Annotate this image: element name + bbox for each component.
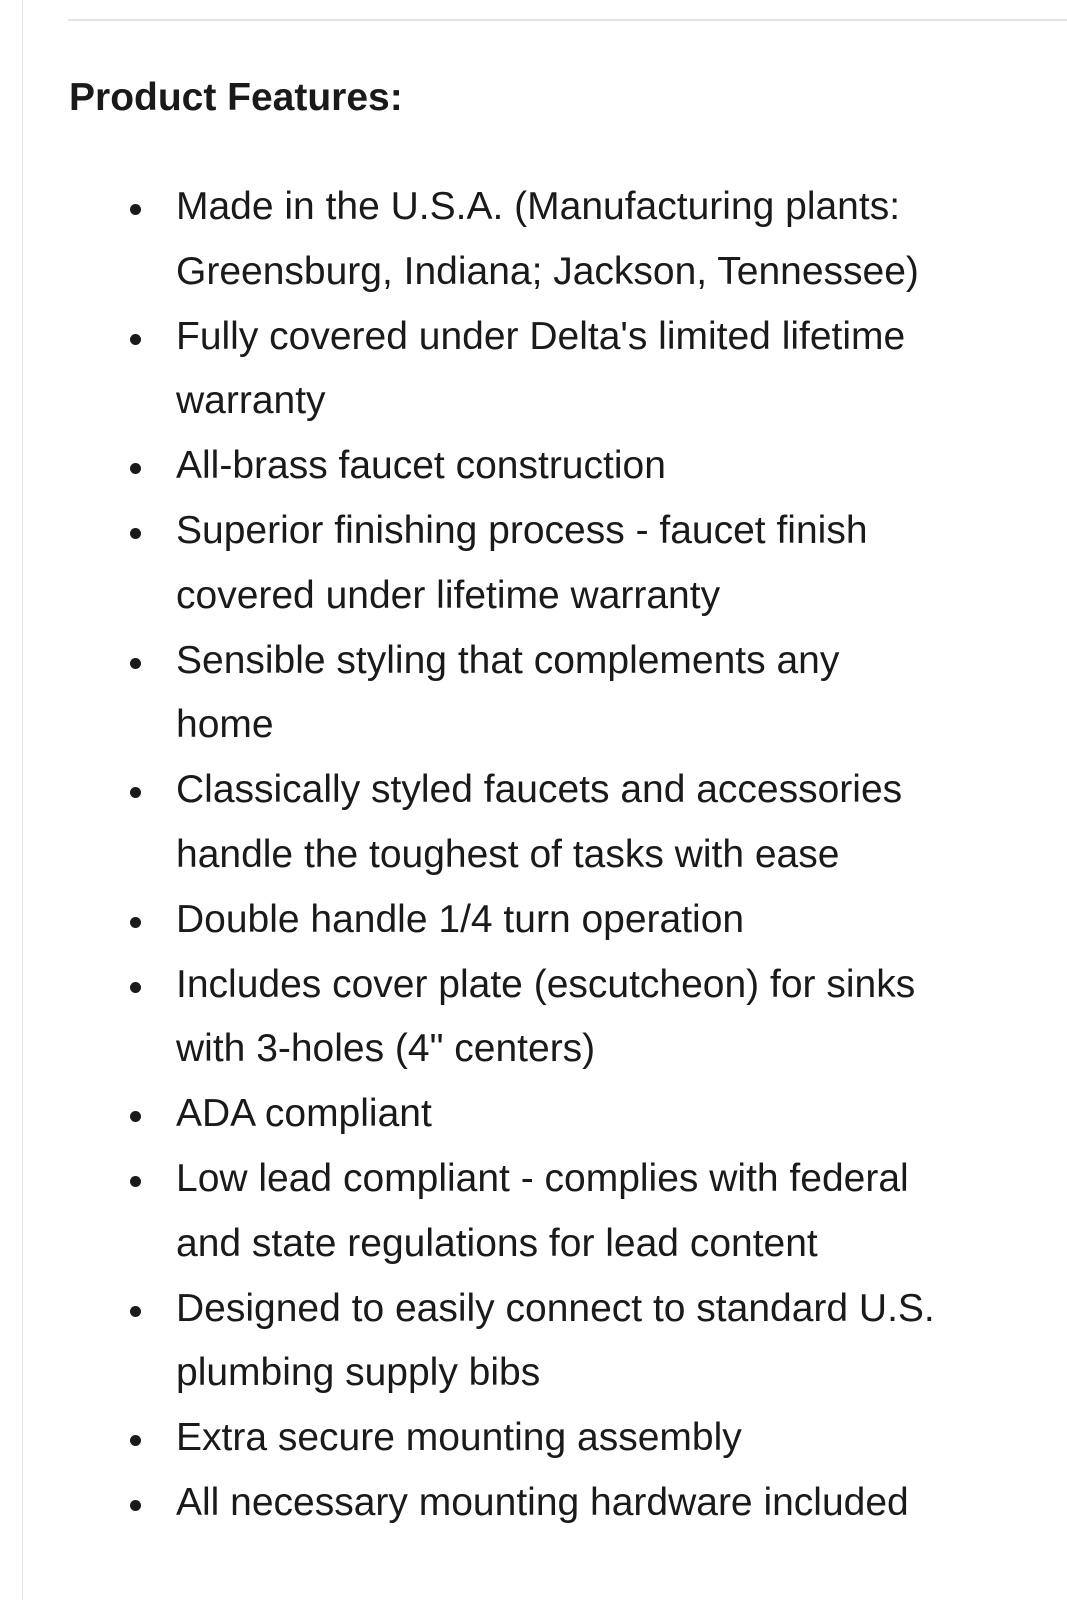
feature-text: covered under lifetime warranty: [176, 573, 721, 617]
feature-text: Double handle 1/4 turn operation: [176, 897, 745, 941]
feature-item: [176, 629, 1056, 759]
feature-text: Superior finishing process - faucet finish: [176, 508, 868, 552]
feature-text: Sensible styling that complements any: [176, 638, 840, 682]
bullet-icon: [130, 463, 141, 474]
feature-text: Low lead compliant - complies with federal: [176, 1156, 909, 1200]
bullet-icon: [130, 334, 141, 345]
bullet-icon: [130, 1111, 141, 1122]
feature-item: [176, 888, 1056, 953]
bullet-icon: [130, 1306, 141, 1317]
feature-text: Classically styled faucets and accessories: [176, 768, 903, 812]
bullet-icon: [130, 658, 141, 669]
feature-text: Fully covered under Delta's limited lifetime: [176, 314, 906, 358]
bullet-icon: [130, 1500, 141, 1511]
feature-item: [176, 499, 1056, 629]
feature-item: [176, 1471, 1056, 1536]
feature-item: [176, 175, 1056, 305]
feature-text: warranty: [176, 379, 326, 423]
bullet-icon: [130, 204, 141, 215]
feature-text: Designed to easily connect to standard U.S.: [176, 1286, 935, 1330]
feature-item: [176, 1406, 1056, 1471]
section-divider: [68, 19, 1067, 21]
bullet-icon: [130, 982, 141, 993]
bullet-icon: [130, 917, 141, 928]
feature-item: [176, 953, 1056, 1083]
feature-item: [176, 758, 1056, 888]
feature-text: Greensburg, Indiana; Jackson, Tennessee): [176, 249, 919, 293]
feature-item: [176, 1147, 1056, 1277]
feature-text: with 3-holes (4" centers): [176, 1027, 596, 1071]
feature-text: All necessary mounting hardware included: [176, 1480, 909, 1524]
content-left-border: [22, 0, 23, 1600]
feature-item: [176, 1277, 1056, 1407]
feature-text: ADA compliant: [176, 1092, 432, 1136]
product-features-list: [176, 175, 1056, 1536]
feature-text: Made in the U.S.A. (Manufacturing plants:: [176, 185, 901, 228]
feature-item: [176, 305, 1056, 435]
bullet-icon: [130, 787, 141, 798]
feature-text: Includes cover plate (escutcheon) for sinks: [176, 962, 916, 1006]
feature-text: and state regulations for lead content: [176, 1221, 818, 1265]
feature-text: handle the toughest of tasks with ease: [176, 832, 840, 876]
bullet-icon: [130, 1176, 141, 1187]
bullet-icon: [130, 1435, 141, 1446]
product-features-heading: Product Features:: [69, 76, 403, 119]
feature-text: Extra secure mounting assembly: [176, 1416, 742, 1460]
feature-item: [176, 434, 1056, 499]
feature-text: plumbing supply bibs: [176, 1351, 541, 1395]
bullet-icon: [130, 528, 141, 539]
feature-text: home: [176, 703, 274, 747]
feature-text: All-brass faucet construction: [176, 444, 666, 488]
feature-item: [176, 1082, 1056, 1147]
